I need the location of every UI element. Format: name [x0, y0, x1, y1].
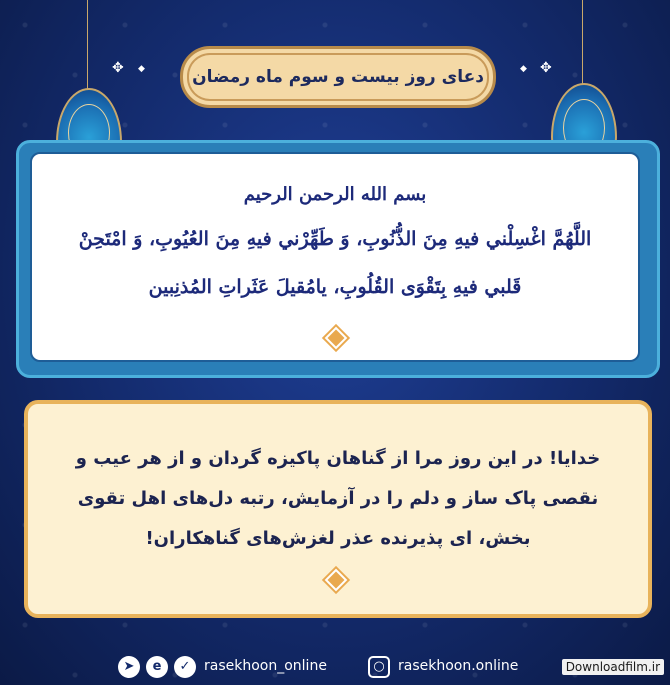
translation-line-3: بخش، ای پذیرنده عذر لغزش‌های گناهکاران!	[145, 528, 531, 549]
translation-line-1: خدایا! در این روز مرا از گناهان پاکیزه گردان و از هر عیب و	[75, 448, 601, 469]
footer-handle-right: rasekhoon.online	[398, 658, 519, 674]
prayer-line-1: اللَّهُمَّ اغْسِلْني فيهِ مِنَ الذُّنُوبِ، وَ طَهِّرْني فيهِ مِنَ العُيُوبِ، وَ امْتَحِنْ	[78, 228, 592, 250]
card2-divider-diamond	[325, 569, 348, 592]
translation-line-2: نقصی پاک ساز و دلم را در آزمایش، رتبه دل‌های اهل تقوی	[77, 488, 599, 509]
left-star-ornament-small: ◆	[138, 64, 145, 74]
watermark: Downloadfilm.ir	[562, 659, 664, 675]
right-hanging-string	[582, 0, 583, 85]
right-star-ornament-small: ◆	[520, 64, 527, 74]
soroush-icon[interactable]: ✓	[174, 656, 196, 678]
title-banner	[180, 46, 496, 108]
translation-card	[24, 400, 652, 618]
footer-handle-left: rasekhoon_online	[204, 658, 327, 674]
left-star-ornament: ✥	[112, 60, 124, 76]
page-title: دعای روز بیست و سوم ماه رمضان	[192, 67, 484, 87]
telegram-icon[interactable]: ➤	[118, 656, 140, 678]
left-hanging-string	[87, 0, 88, 90]
basmala: بسم الله الرحمن الرحيم	[243, 184, 427, 205]
eitaa-icon[interactable]: e	[146, 656, 168, 678]
arabic-card	[30, 152, 640, 362]
instagram-icon[interactable]: ○	[368, 656, 390, 678]
card1-divider-diamond	[325, 327, 348, 350]
prayer-line-2: قَلبي فيهِ بِتَقْوَى القُلُوبِ، يامُقيلَ عَثَراتِ المُذنِبين	[148, 276, 522, 298]
right-star-ornament: ✥	[540, 60, 552, 76]
footer	[0, 648, 670, 685]
